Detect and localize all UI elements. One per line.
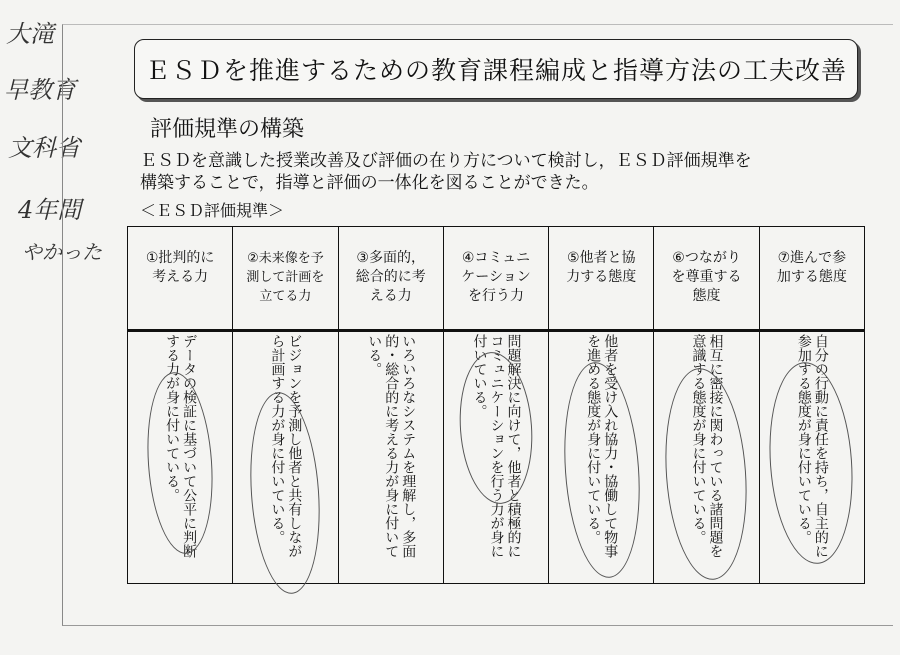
handwritten-circle — [244, 390, 326, 596]
criterion-description: いろいろなシステムを理解し，多面的・総合的に考える力が身に付いている。 — [338, 331, 443, 584]
handwritten-note: 大滝 — [6, 20, 54, 48]
handwritten-circle — [558, 360, 647, 581]
criterion-description: 他者を受け入れ協力・協働して物事を進める態度が身に付いている。 — [549, 331, 654, 584]
handwritten-circle — [455, 350, 537, 507]
criterion-description: データの検証に基づいて公平に判断する力が身に付いている。 — [128, 331, 233, 584]
criterion-description: ビジョンを予測し他者と共有しながら計画する力が身に付いている。 — [233, 331, 338, 584]
intro-line: ＥＳＤを意識した授業改善及び評価の在り方について検討し，ＥＳＤ評価規準を — [140, 151, 752, 171]
intro-line: 構築することで，指導と評価の一体化を図ることができた。 — [140, 173, 599, 193]
criterion-heading: ⑦進んで参 加する態度 — [759, 227, 864, 331]
handwritten-note: 文科省 — [8, 134, 80, 162]
page-title: ＥＳＤを推進するための教育課程編成と指導方法の工夫改善 — [134, 39, 858, 99]
handwritten-circle — [763, 360, 859, 567]
intro-paragraph — [140, 150, 860, 194]
criterion-heading: ④コミュニ ケーション を行う力 — [443, 227, 548, 331]
handwritten-circle — [659, 366, 754, 583]
handwritten-note: やかった — [22, 240, 102, 264]
handwritten-note: 4年間 — [18, 196, 82, 224]
criterion-heading: ②未来像を予 測して計画を 立てる力 — [233, 227, 338, 331]
handwritten-note: 早教育 — [4, 76, 76, 104]
criterion-description: 相互に密接に関わっている諸問題を意識する態度が身に付いている。 — [654, 331, 759, 584]
table-caption: ＜ＥＳＤ評価規準＞ — [140, 201, 285, 220]
handwritten-circle — [142, 370, 219, 556]
criterion-heading: ①批判的に 考える力 — [128, 227, 233, 331]
criterion-description: 問題解決に向けて，他者と積極的にコミュニケーションを行う力が身に付いている。 — [443, 331, 548, 584]
esd-criteria-table — [127, 226, 865, 584]
criterion-description: 自分の行動に責任を持ち，自主的に参加する態度が身に付いている。 — [759, 331, 864, 584]
criteria-heading-row — [128, 227, 865, 331]
criterion-heading: ③多面的， 総合的に考 える力 — [338, 227, 443, 331]
criteria-description-row — [128, 331, 865, 584]
criterion-heading: ⑤他者と協 力する態度 — [549, 227, 654, 331]
section-heading: 評価規準の構築 — [150, 117, 305, 142]
criterion-heading: ⑥つながり を尊重する 態度 — [654, 227, 759, 331]
